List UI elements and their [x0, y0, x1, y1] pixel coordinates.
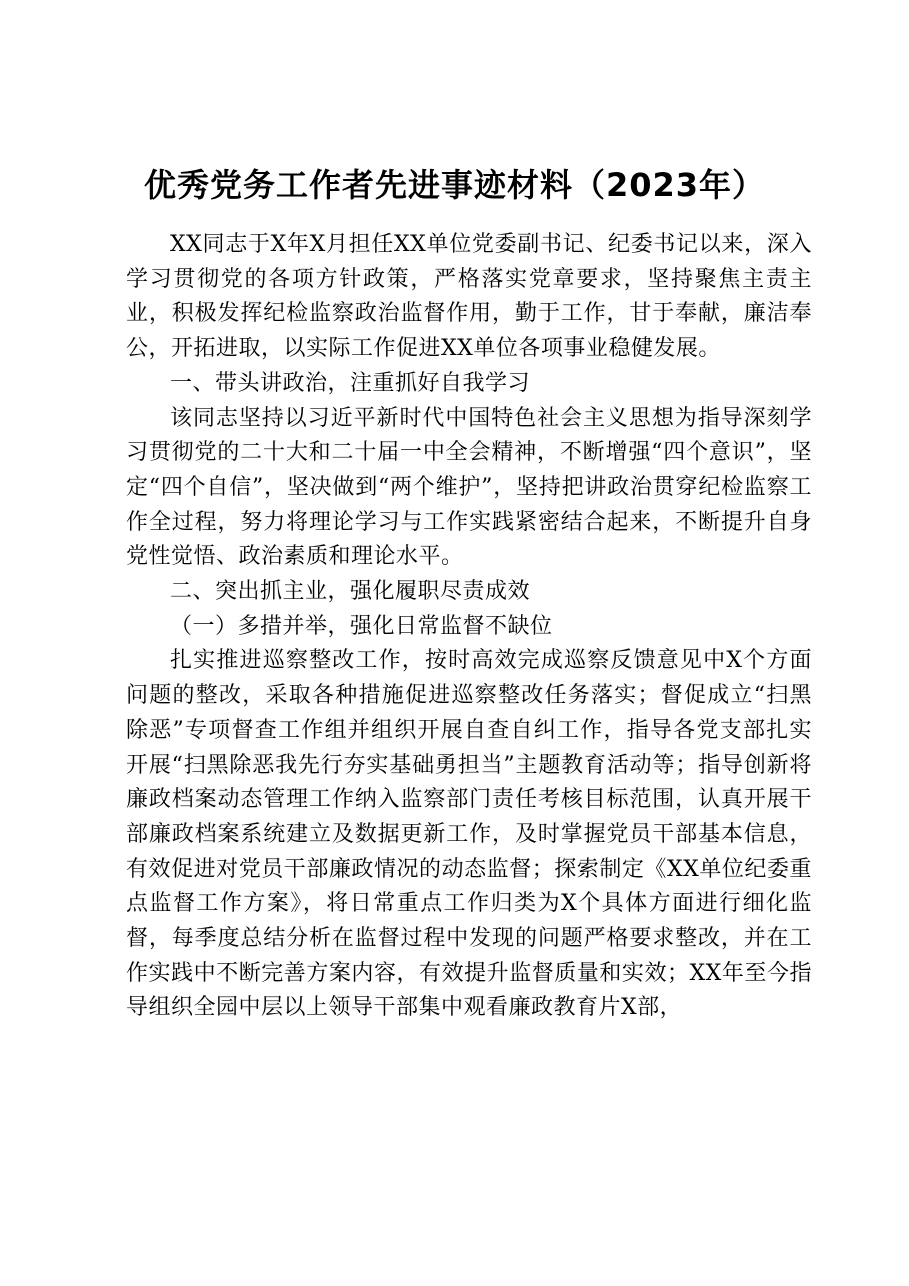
subsection-heading-1: （一）多措并举，强化日常监督不缺位	[170, 613, 553, 639]
section-heading-2: 二、突出抓主业，强化履职尽责成效	[170, 579, 531, 605]
document-title: 优秀党务工作者先进事迹材料（2023年）	[143, 166, 766, 204]
paragraph-supervision: 扎实推进巡察整改工作，按时高效完成巡察反馈意见中X个方面问题的整改，采取各种措施促进巡察整改任务落实；督促成立“扫黑除恶”专项督查工作组并组织开展自查自纠工作，指导各党支部扎实开展“扫黑除恶我先行夯实基础勇担当”主题教育活动等；指导创新将廉政档案动态管理工作纳入监察部门责任考核目标范围，认真开展干部廉政档案系统建立及数据更新工作，及时掌握党员干部基本信息，有效促进对党员干部廉政情况的动态监督；探索制定《XX单位纪委重点监督工作方案》，将日常重点工作归类为X个具体方面进行细化监督，每季度总结分析在监督过程中发现的问题严格要求整改，并在工作实践中不断完善方案内容，有效提升监督质量和实效；XX年至今指导组织全园中层以上领导干部集中观看廉政教育片X部，	[126, 648, 812, 1021]
paragraph-study: 该同志坚持以习近平新时代中国特色社会主义思想为指导深刻学习贯彻党的二十大和二十届一中全会精神，不断增强“四个意识”，坚定“四个自信”，坚决做到“两个维护”，坚持把讲政治贯穿纪检监察工作全过程，努力将理论学习与工作实践紧密结合起来，不断提升自身党性觉悟、政治素质和理论水平。	[126, 405, 812, 570]
document-body	[126, 228, 812, 1026]
paragraph-intro: XX同志于X年X月担任XX单位党委副书记、纪委书记以来，深入学习贯彻党的各项方针政策，严格落实党章要求，坚持聚焦主责主业，积极发挥纪检监察政治监督作用，勤于工作，甘于奉献，廉洁奉公，开拓进取，以实际工作促进XX单位各项事业稳健发展。	[126, 232, 812, 362]
section-heading-1: 一、带头讲政治，注重抓好自我学习	[170, 370, 531, 396]
